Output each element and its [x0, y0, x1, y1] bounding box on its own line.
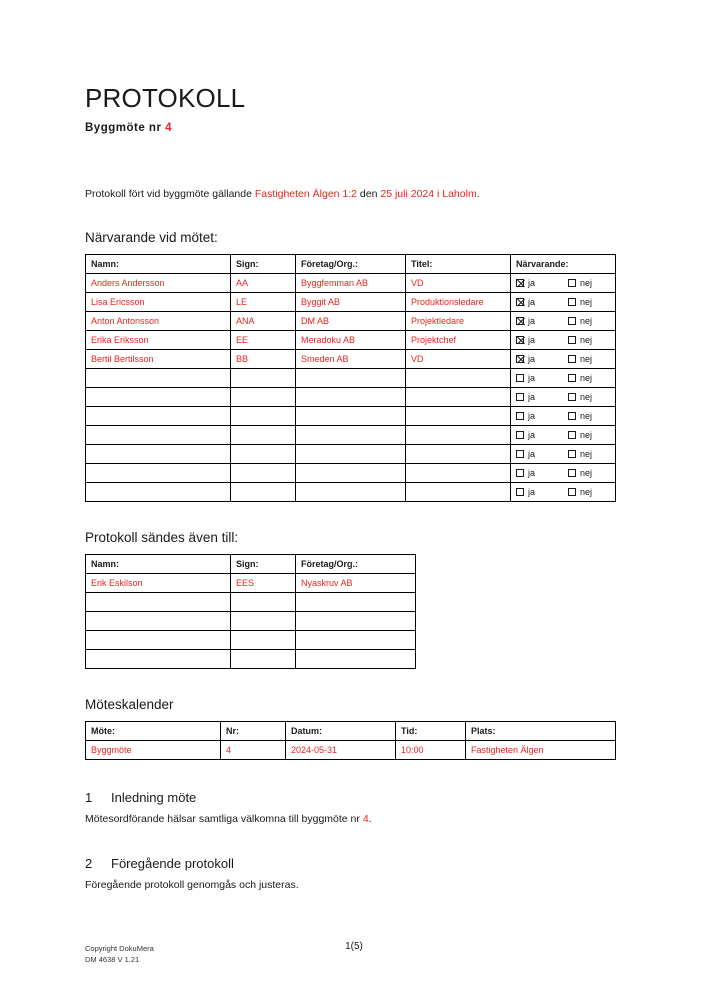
checkbox-label: ja — [528, 277, 536, 288]
checkbox-icon[interactable] — [568, 298, 576, 306]
intro-text-2: den — [357, 188, 381, 200]
col-header-name: Namn: — [86, 554, 231, 573]
attendance-option[interactable] — [563, 408, 615, 424]
attendance-option[interactable] — [563, 332, 615, 348]
checkbox-label: nej — [580, 372, 593, 383]
cell-name[interactable] — [86, 444, 231, 463]
col-header-sign: Sign: — [231, 254, 296, 273]
checkbox-icon[interactable] — [516, 279, 524, 287]
attendance-option[interactable] — [563, 446, 615, 462]
intro-date: 25 juli 2024 i Laholm — [380, 188, 477, 200]
checkbox-label: ja — [528, 410, 536, 421]
table-row — [86, 444, 616, 463]
table-row — [86, 311, 616, 330]
cell-name[interactable] — [86, 482, 231, 501]
table-row — [86, 330, 616, 349]
table-row — [86, 406, 616, 425]
cell-sign[interactable]: EE — [231, 330, 296, 349]
cell-present — [511, 425, 616, 444]
checkbox-icon[interactable] — [568, 336, 576, 344]
checkbox-icon[interactable] — [568, 393, 576, 401]
cell-sign[interactable] — [231, 630, 296, 649]
section-body-text: Föregående protokoll genomgås och justeras. — [85, 879, 299, 892]
attendance-option[interactable] — [511, 275, 563, 291]
col-header-present: Närvarande: — [511, 254, 616, 273]
table-row — [86, 387, 616, 406]
cell-title[interactable]: Projektchef — [406, 330, 511, 349]
section-number: 1 — [85, 789, 93, 805]
cell-date[interactable]: 2024-05-31 — [286, 740, 396, 759]
col-header-company: Företag/Org.: — [296, 554, 416, 573]
cell-company[interactable] — [296, 482, 406, 501]
section-heading — [85, 856, 623, 871]
cell-title[interactable]: Produktionsledare — [406, 292, 511, 311]
cell-title[interactable] — [406, 368, 511, 387]
table-row — [86, 630, 416, 649]
cell-name[interactable]: Bertil Bertilsson — [86, 349, 231, 368]
cell-present — [511, 330, 616, 349]
checkbox-icon[interactable] — [568, 431, 576, 439]
checkbox-icon[interactable] — [568, 412, 576, 420]
intro-text-1: Protokoll fört vid byggmöte gällande — [85, 188, 255, 200]
attendance-option[interactable] — [511, 351, 563, 367]
document-footer — [85, 944, 623, 966]
cell-sign[interactable]: BB — [231, 349, 296, 368]
cell-name[interactable]: Anton Antonsson — [86, 311, 231, 330]
cell-present — [511, 311, 616, 330]
cell-title[interactable] — [406, 463, 511, 482]
footer-line-2: DM 4638 V 1.21 — [85, 955, 140, 965]
cell-company[interactable] — [296, 592, 416, 611]
attendance-option[interactable] — [511, 446, 563, 462]
cell-sign[interactable] — [231, 482, 296, 501]
intro-paragraph — [85, 187, 623, 202]
table-row — [86, 292, 616, 311]
cell-meeting[interactable]: Byggmöte — [86, 740, 221, 759]
cell-company[interactable] — [296, 630, 416, 649]
cell-title[interactable] — [406, 482, 511, 501]
col-header-nr: Nr: — [221, 721, 286, 740]
cell-nr[interactable]: 4 — [221, 740, 286, 759]
sent-to-table — [85, 554, 416, 669]
cell-company[interactable] — [296, 444, 406, 463]
attendance-option[interactable] — [563, 370, 615, 386]
checkbox-icon[interactable] — [568, 469, 576, 477]
section-number: 2 — [85, 856, 93, 872]
table-row — [86, 273, 616, 292]
attendance-option[interactable] — [563, 389, 615, 405]
cell-name[interactable] — [86, 649, 231, 668]
col-header-meeting: Möte: — [86, 721, 221, 740]
section-body-value: 4 — [362, 812, 369, 825]
cell-sign[interactable] — [231, 649, 296, 668]
checkbox-label: ja — [528, 486, 536, 497]
checkbox-icon[interactable] — [516, 317, 524, 325]
checkbox-icon[interactable] — [568, 374, 576, 382]
checkbox-icon[interactable] — [568, 317, 576, 325]
table-row — [86, 349, 616, 368]
table-row — [86, 482, 616, 501]
cell-company[interactable] — [296, 611, 416, 630]
section-body — [85, 878, 623, 893]
intro-text-3: . — [476, 188, 480, 200]
cell-title[interactable]: VD — [406, 349, 511, 368]
checkbox-label: ja — [528, 353, 536, 364]
checkbox-label: ja — [528, 391, 536, 402]
cell-place[interactable]: Fastigheten Älgen — [466, 740, 616, 759]
checkbox-icon[interactable] — [516, 488, 524, 496]
numbered-sections — [85, 790, 623, 893]
attendance-option[interactable] — [563, 294, 615, 310]
cell-company[interactable]: Byggit AB — [296, 292, 406, 311]
checkbox-icon[interactable] — [568, 355, 576, 363]
cell-sign[interactable] — [231, 592, 296, 611]
meeting-calendar-table — [85, 721, 616, 760]
checkbox-label: nej — [580, 429, 593, 440]
cell-present — [511, 292, 616, 311]
checkbox-icon[interactable] — [516, 431, 524, 439]
attendance-option[interactable] — [511, 465, 563, 481]
attendance-option[interactable] — [511, 427, 563, 443]
checkbox-label: nej — [580, 296, 593, 307]
attendance-option[interactable] — [563, 427, 615, 443]
cell-present — [511, 463, 616, 482]
cell-present — [511, 482, 616, 501]
attendance-heading: Närvarande vid mötet: — [85, 229, 218, 245]
section-title: Inledning möte — [111, 789, 197, 805]
cell-company[interactable]: Meradoku AB — [296, 330, 406, 349]
table-row — [86, 592, 416, 611]
table-row — [86, 740, 616, 759]
cell-sign[interactable]: AA — [231, 273, 296, 292]
cell-title[interactable] — [406, 444, 511, 463]
cell-company[interactable] — [296, 649, 416, 668]
cell-present — [511, 444, 616, 463]
cell-name[interactable] — [86, 425, 231, 444]
table-row — [86, 573, 416, 592]
checkbox-label: nej — [580, 448, 593, 459]
checkbox-label: nej — [580, 353, 593, 364]
calendar-heading: Möteskalender — [85, 696, 174, 712]
table-header-row — [86, 721, 616, 740]
checkbox-icon[interactable] — [516, 393, 524, 401]
cell-name[interactable]: Anders Andersson — [86, 273, 231, 292]
cell-company[interactable] — [296, 368, 406, 387]
cell-present — [511, 387, 616, 406]
table-row — [86, 368, 616, 387]
col-header-sign: Sign: — [231, 554, 296, 573]
section-body-text: Mötesordförande hälsar samtliga välkomna till byggmöte nr — [85, 812, 363, 825]
col-header-title: Titel: — [406, 254, 511, 273]
checkbox-label: ja — [528, 448, 536, 459]
checkbox-label: nej — [580, 277, 593, 288]
attendance-option[interactable] — [563, 275, 615, 291]
cell-present — [511, 406, 616, 425]
checkbox-label: nej — [580, 410, 593, 421]
cell-company[interactable] — [296, 463, 406, 482]
section-title: Föregående protokoll — [111, 856, 234, 872]
cell-present — [511, 368, 616, 387]
checkbox-label: ja — [528, 296, 536, 307]
cell-name[interactable] — [86, 406, 231, 425]
cell-name[interactable] — [86, 387, 231, 406]
subtitle-meeting-number: 4 — [165, 122, 173, 134]
attendance-option[interactable] — [511, 313, 563, 329]
cell-sign[interactable] — [231, 444, 296, 463]
attendance-table — [85, 254, 616, 502]
checkbox-label: ja — [528, 334, 536, 345]
cell-present — [511, 273, 616, 292]
cell-title[interactable] — [406, 425, 511, 444]
checkbox-icon[interactable] — [568, 488, 576, 496]
checkbox-label: ja — [528, 372, 536, 383]
cell-sign[interactable] — [231, 387, 296, 406]
cell-name[interactable] — [86, 611, 231, 630]
checkbox-label: nej — [580, 467, 593, 478]
col-header-time: Tid: — [396, 721, 466, 740]
cell-sign[interactable] — [231, 611, 296, 630]
section-heading — [85, 790, 623, 805]
checkbox-icon[interactable] — [516, 298, 524, 306]
cell-company[interactable]: Byggfemman AB — [296, 273, 406, 292]
attendance-option[interactable] — [511, 484, 563, 500]
section-body-suffix: . — [368, 812, 372, 825]
cell-name[interactable]: Lisa Ericsson — [86, 292, 231, 311]
cell-sign[interactable] — [231, 463, 296, 482]
checkbox-label: nej — [580, 315, 593, 326]
cell-company[interactable]: Nyaskruv AB — [296, 573, 416, 592]
page-number: 1(5) — [345, 941, 363, 952]
attendance-option[interactable] — [511, 294, 563, 310]
cell-title[interactable]: VD — [406, 273, 511, 292]
cell-title[interactable] — [406, 406, 511, 425]
page-title: PROTOKOLL — [85, 83, 246, 113]
table-header-row — [86, 254, 616, 273]
checkbox-icon[interactable] — [568, 279, 576, 287]
checkbox-icon[interactable] — [516, 336, 524, 344]
col-header-name: Namn: — [86, 254, 231, 273]
attendance-option[interactable] — [563, 484, 615, 500]
attendance-option[interactable] — [511, 370, 563, 386]
cell-name[interactable] — [86, 630, 231, 649]
cell-sign[interactable]: ANA — [231, 311, 296, 330]
checkbox-label: ja — [528, 315, 536, 326]
cell-sign[interactable]: LE — [231, 292, 296, 311]
cell-company[interactable]: DM AB — [296, 311, 406, 330]
subtitle-prefix: Byggmöte nr — [85, 122, 166, 134]
col-header-place: Plats: — [466, 721, 616, 740]
cell-company[interactable] — [296, 406, 406, 425]
attendance-option[interactable] — [563, 465, 615, 481]
cell-name[interactable] — [86, 463, 231, 482]
checkbox-label: nej — [580, 391, 593, 402]
cell-company[interactable] — [296, 425, 406, 444]
checkbox-icon[interactable] — [516, 469, 524, 477]
cell-company[interactable]: Smeden AB — [296, 349, 406, 368]
cell-title[interactable] — [406, 387, 511, 406]
checkbox-icon[interactable] — [516, 374, 524, 382]
table-row — [86, 425, 616, 444]
cell-name[interactable] — [86, 592, 231, 611]
checkbox-label: nej — [580, 486, 593, 497]
col-header-date: Datum: — [286, 721, 396, 740]
attendance-option[interactable] — [563, 351, 615, 367]
checkbox-icon[interactable] — [516, 450, 524, 458]
attendance-option[interactable] — [511, 389, 563, 405]
cell-sign[interactable] — [231, 368, 296, 387]
cell-name[interactable]: Erik Eskilson — [86, 573, 231, 592]
table-row — [86, 463, 616, 482]
section-body — [85, 812, 623, 827]
sent-to-heading: Protokoll sändes även till: — [85, 529, 239, 545]
document-content — [85, 0, 623, 1000]
checkbox-label: nej — [580, 334, 593, 345]
attendance-option[interactable] — [511, 332, 563, 348]
checkbox-label: ja — [528, 429, 536, 440]
intro-property: Fastigheten Älgen 1:2 — [254, 188, 358, 200]
cell-time[interactable]: 10:00 — [396, 740, 466, 759]
cell-sign[interactable] — [231, 425, 296, 444]
checkbox-icon[interactable] — [516, 412, 524, 420]
checkbox-icon[interactable] — [516, 355, 524, 363]
cell-present — [511, 349, 616, 368]
checkbox-label: ja — [528, 467, 536, 478]
col-header-company: Företag/Org.: — [296, 254, 406, 273]
document-subtitle — [85, 122, 623, 134]
cell-title[interactable]: Projektledare — [406, 311, 511, 330]
table-row — [86, 611, 416, 630]
cell-sign[interactable] — [231, 406, 296, 425]
cell-sign[interactable]: EES — [231, 573, 296, 592]
cell-name[interactable]: Erika Eriksson — [86, 330, 231, 349]
attendance-option[interactable] — [563, 313, 615, 329]
attendance-option[interactable] — [511, 408, 563, 424]
cell-name[interactable] — [86, 368, 231, 387]
checkbox-icon[interactable] — [568, 450, 576, 458]
table-row — [86, 649, 416, 668]
table-header-row — [86, 554, 416, 573]
footer-line-1: Copyright DokuMera — [85, 944, 154, 954]
cell-company[interactable] — [296, 387, 406, 406]
